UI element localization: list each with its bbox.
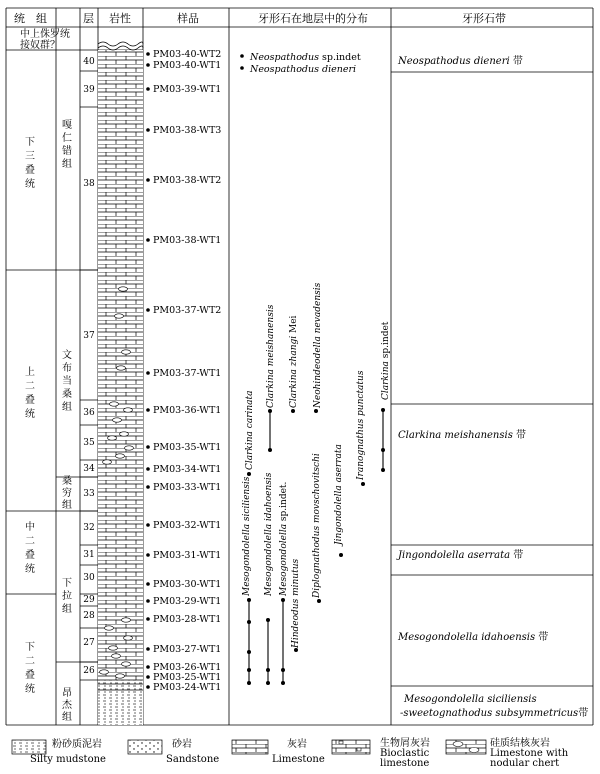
- sample-label: PM03-26-WT1: [153, 662, 222, 673]
- sample-list: [146, 49, 221, 693]
- vertical-unit-label: 下三叠统: [25, 137, 35, 190]
- layer-number: 35: [83, 438, 95, 448]
- taxon-diplognathodus-movschovitschi: Diplognathodus movschovitschi: [312, 453, 322, 598]
- unit-jurassic-line1: 中上侏罗统: [20, 29, 70, 40]
- occurrence-dot: [291, 409, 295, 413]
- zone-neospathodus-dieneri: Neospathodus dieneri 带: [398, 56, 523, 67]
- taxon-neospathodus-dieneri: Neospathodus dieneri: [250, 64, 357, 75]
- chert-nodule: [109, 646, 118, 650]
- table-header: [14, 11, 506, 25]
- occurrence-dot: [266, 681, 270, 685]
- taxon-clarkina-carinata: Clarkina carinata: [245, 390, 255, 470]
- vertical-unit-label: 下二叠统: [25, 642, 35, 695]
- vertical-unit-label: 昂杰组: [62, 688, 72, 723]
- taxon-jingondolella-aserrata: Jingondolella aserrata: [334, 444, 344, 545]
- occurrence-dot: [240, 66, 244, 70]
- sample-label: PM03-37-WT1: [153, 368, 222, 379]
- sample-label: PM03-38-WT3: [153, 125, 222, 136]
- occurrence-dot: [381, 408, 385, 412]
- sample-dot: [146, 63, 150, 67]
- layer-number: 36: [83, 408, 95, 418]
- sample-label: PM03-35-WT1: [153, 442, 222, 453]
- sample-label: PM03-38-WT1: [153, 235, 222, 246]
- chert-nodule: [124, 408, 133, 412]
- vertical-unit-label: 嘎仁错组: [62, 120, 72, 170]
- sample-label: PM03-40-WT1: [153, 60, 222, 71]
- sample-dot: [146, 467, 150, 471]
- header-system: 统: [14, 12, 25, 25]
- lithology-legend: [12, 736, 569, 769]
- occurrence-dot: [381, 468, 385, 472]
- layer-number: 28: [83, 611, 95, 621]
- layer-number: 38: [83, 179, 95, 189]
- vertical-unit-label: 中二叠统: [25, 522, 35, 575]
- layer-number: 27: [83, 638, 95, 648]
- taxon-clarkina-sp: Clarkina sp.indet: [381, 321, 391, 400]
- occurrence-dot: [281, 598, 285, 602]
- header-distribution: 牙形石在地层中的分布: [258, 12, 368, 25]
- sample-dot: [146, 599, 150, 603]
- unit-labels: [20, 27, 70, 51]
- taxon-mesogondolella-sp: Mesogondolella sp.indet.: [279, 481, 289, 596]
- zone-siciliensis-line1: Mesogondolella siciliensis: [404, 694, 537, 705]
- occurrence-dot: [247, 650, 251, 654]
- layer-number: 40: [83, 57, 95, 67]
- occurrence-dot: [314, 409, 318, 413]
- occurrence-dot: [247, 598, 251, 602]
- sample-dot: [146, 128, 150, 132]
- sample-label: PM03-34-WT1: [153, 464, 222, 475]
- header-lithology: 岩性: [109, 12, 131, 25]
- sample-label: PM03-31-WT1: [153, 550, 222, 561]
- sample-dot: [146, 647, 150, 651]
- sample-label: PM03-39-WT1: [153, 84, 222, 95]
- chert-nodule: [120, 432, 129, 436]
- taxon-hindeodus-minutus: Hindeodus minutus: [291, 558, 301, 648]
- legend-chert-cn: 硅质结核灰岩: [490, 738, 550, 749]
- chert-nodule: [110, 402, 119, 406]
- sample-label: PM03-33-WT1: [153, 482, 222, 493]
- sample-dot: [146, 617, 150, 621]
- header-group: 组: [36, 12, 47, 25]
- chert-nodule: [117, 366, 126, 370]
- sample-label: PM03-32-WT1: [153, 520, 222, 531]
- legend-swatch-bioclastic: [332, 740, 370, 754]
- legend-swatch-chert: [446, 740, 486, 754]
- taxon-clarkina-meishanensis: Clarkina meishanensis: [266, 304, 276, 408]
- taxon-neospathodus-sp: Neospathodus sp.indet: [250, 52, 361, 63]
- chert-nodule: [124, 636, 133, 640]
- layer-number: 31: [83, 550, 95, 560]
- taxon-neohindeodella-nevadensis: Neohindeodella nevadensis: [313, 282, 323, 408]
- vertical-unit-label: 下拉组: [62, 578, 72, 615]
- occurrence-dot: [339, 553, 343, 557]
- sample-dot: [146, 553, 150, 557]
- sample-label: PM03-30-WT1: [153, 579, 222, 590]
- occurrence-dot: [266, 618, 270, 622]
- layer-number: 37: [83, 331, 95, 341]
- zone-mesogondolella-idahoensis: Mesogondolella idahoensis 带: [398, 632, 549, 643]
- chert-nodule: [113, 418, 122, 422]
- layer-number: 32: [83, 523, 95, 533]
- chert-nodule: [116, 454, 125, 458]
- layer-number: 29: [83, 595, 95, 605]
- zone-siciliensis-line2: -sweetognathodus subsymmetricus带: [400, 708, 589, 719]
- unit-jurassic-line2: 接奴群？: [20, 40, 60, 51]
- taxon-mesogondolella-siciliensis: Mesogondolella siciliensis: [242, 476, 252, 596]
- legend-bio-en1: Bioclastic: [380, 748, 430, 759]
- sample-dot: [146, 582, 150, 586]
- legend-swatch-limestone: [232, 740, 268, 754]
- legend-sand-en: Sandstone: [166, 754, 220, 765]
- sample-dot: [146, 87, 150, 91]
- vertical-unit-label: 文布当桑组: [62, 350, 72, 413]
- sample-dot: [146, 371, 150, 375]
- sample-label: PM03-24-WT1: [153, 682, 222, 693]
- sample-dot: [146, 685, 150, 689]
- limestone-fill: [98, 50, 143, 680]
- sample-dot: [146, 523, 150, 527]
- chert-nodule: [108, 436, 117, 440]
- sample-dot: [146, 408, 150, 412]
- unconformity-line: [98, 42, 143, 46]
- legend-bio-en2: limestone: [380, 758, 430, 769]
- sample-dot: [146, 308, 150, 312]
- sample-label: PM03-27-WT1: [153, 644, 222, 655]
- occurrence-dot: [361, 482, 365, 486]
- sample-label: PM03-40-WT2: [153, 49, 222, 60]
- layer-number: 33: [83, 489, 95, 499]
- header-sample: 样品: [177, 12, 199, 25]
- occurrence-dot: [266, 668, 270, 672]
- layer-number: 30: [83, 573, 95, 583]
- zone-jingondolella-aserrata: Jingondolella aserrata 带: [398, 550, 524, 561]
- chert-nodule: [100, 670, 109, 674]
- occurrence-dot: [281, 681, 285, 685]
- occurrence-dot: [240, 54, 244, 58]
- sample-dot: [146, 675, 150, 679]
- chert-nodule: [105, 626, 114, 630]
- occurrence-dot: [247, 620, 251, 624]
- legend-chert-en1: Limestone with: [490, 748, 569, 759]
- legend-silty-cn: 粉砂质泥岩: [52, 739, 102, 750]
- sample-label: PM03-37-WT2: [153, 305, 222, 316]
- taxa-vertical: [242, 282, 391, 649]
- legend-lime-cn: 灰岩: [287, 739, 307, 750]
- conodont-zones: [396, 54, 588, 719]
- vertical-unit-label: 桑穷组: [62, 476, 72, 511]
- legend-bio-cn: 生物屑灰岩: [380, 738, 430, 749]
- occurrence-dot: [381, 448, 385, 452]
- occurrence-dot: [268, 448, 272, 452]
- chert-nodule: [122, 618, 131, 622]
- legend-sand-cn: 砂岩: [172, 739, 192, 750]
- occurrence-dot: [247, 681, 251, 685]
- vertical-unit-labels: [25, 119, 73, 723]
- header-layer: 层: [83, 12, 94, 25]
- legend-silty-en: Silty mudstone: [30, 754, 106, 765]
- layer-number: 26: [83, 666, 95, 676]
- chert-nodule: [103, 460, 112, 464]
- chert-nodule: [122, 350, 131, 354]
- sample-dot: [146, 238, 150, 242]
- sample-label: PM03-25-WT1: [153, 672, 222, 683]
- layer-numbers: [83, 57, 95, 676]
- sample-dot: [146, 485, 150, 489]
- legend-swatch-sandstone: [128, 740, 162, 754]
- chert-nodule: [119, 287, 128, 291]
- legend-swatch-silty-mudstone: [12, 740, 46, 754]
- occurrence-dot: [317, 599, 321, 603]
- layer-number: 34: [83, 464, 95, 474]
- sample-dot: [146, 178, 150, 182]
- chert-nodule: [125, 446, 134, 450]
- taxon-mesogondolella-idahoensis: Mesogondolella idahoensis: [264, 472, 274, 596]
- zone-clarkina-meishanensis: Clarkina meishanensis 带: [398, 430, 527, 441]
- header-zone: 牙形石带: [462, 12, 506, 25]
- legend-chert-en2: nodular chert: [490, 758, 560, 769]
- taxon-clarkina-zhangi: Clarkina zhangi Mei: [289, 315, 299, 408]
- legend-lime-en: Limestone: [272, 754, 325, 765]
- sample-label: PM03-29-WT1: [153, 596, 222, 607]
- lithology-column: [98, 42, 143, 725]
- sample-label: PM03-38-WT2: [153, 175, 222, 186]
- occurrence-dot: [247, 668, 251, 672]
- sample-dot: [146, 445, 150, 449]
- occurrence-dot: [247, 472, 251, 476]
- occurrence-dot: [268, 409, 272, 413]
- chert-nodule: [122, 662, 131, 666]
- chert-nodule: [115, 314, 124, 318]
- taxa-top: [240, 52, 361, 75]
- taxon-iranognathus-punctatus: Iranognathus punctatus: [356, 370, 366, 480]
- chert-nodule: [116, 674, 125, 678]
- occurrence-dot: [281, 668, 285, 672]
- sample-label: PM03-28-WT1: [153, 614, 222, 625]
- vertical-unit-label: 上二叠统: [25, 367, 35, 420]
- sample-dot: [146, 52, 150, 56]
- layer-number: 39: [83, 85, 95, 95]
- sample-label: PM03-36-WT1: [153, 405, 222, 416]
- chert-nodule: [112, 654, 121, 658]
- sample-dot: [146, 665, 150, 669]
- silty-mudstone-fill: [98, 680, 143, 725]
